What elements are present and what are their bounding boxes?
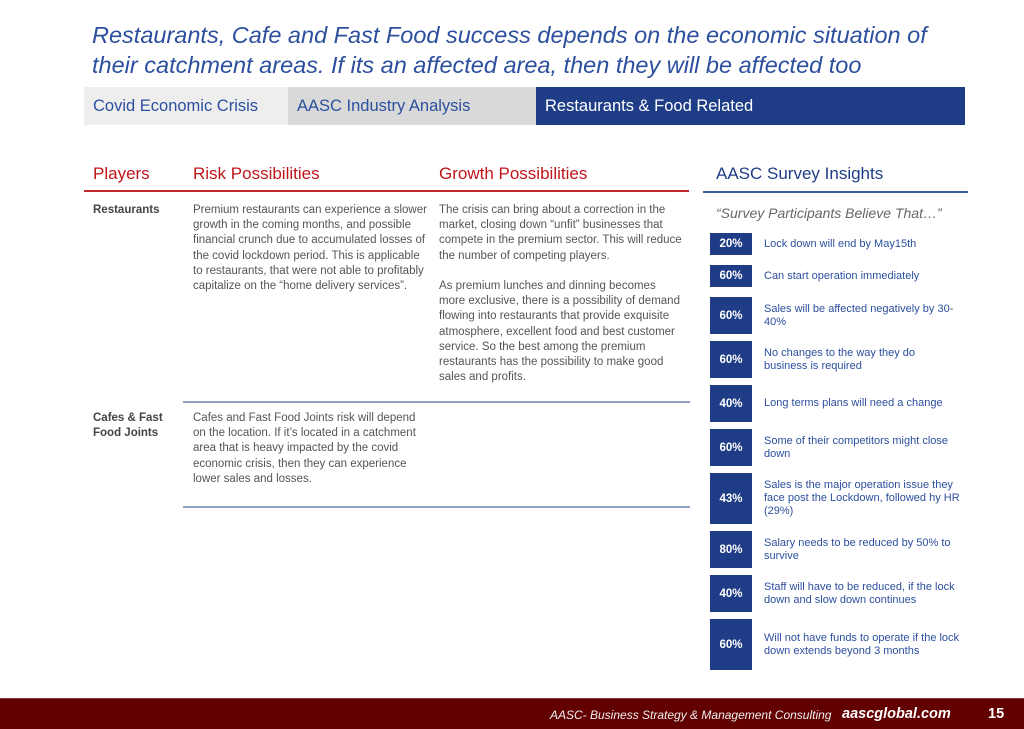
percent-badge: 60% xyxy=(710,297,752,334)
insight-item xyxy=(710,297,970,334)
percent-badge: 60% xyxy=(710,619,752,670)
insight-text: Can start operation immediately xyxy=(764,269,920,282)
header-growth: Growth Possibilities xyxy=(439,164,588,183)
footer-tagline: AASC- Business Strategy & Management Consulting xyxy=(550,708,832,722)
risk-restaurants: Premium restaurants can experience a slower growth in the coming months, and possible financial crunch due to accumulated losses of the covid lockdown period. This is applicable to restaurants, that were not able to profitably capitalize on the “home delivery services”. xyxy=(193,204,427,293)
header-divider xyxy=(84,190,689,192)
section-tabs xyxy=(84,87,965,125)
footer-bar xyxy=(0,698,1024,729)
percent-badge: 60% xyxy=(710,429,752,466)
insight-item xyxy=(710,473,970,524)
percent-badge: 80% xyxy=(710,531,752,568)
growth-restaurants-1: The crisis can bring about a correction in the market, closing down “unfit” businesses that compete in the premium sector. This will reduce the number of competing players. xyxy=(439,204,682,262)
insight-item xyxy=(710,341,970,378)
header-players: Players xyxy=(93,164,150,183)
insight-text: Long terms plans will need a change xyxy=(764,397,943,409)
insight-item xyxy=(710,385,970,422)
insight-item xyxy=(710,619,970,670)
percent-badge: 60% xyxy=(710,265,752,287)
survey-heading: AASC Survey Insights xyxy=(716,164,884,183)
insight-item xyxy=(710,233,970,255)
percent-badge: 40% xyxy=(710,575,752,612)
tab-aasc-industry-analysis[interactable]: AASC Industry Analysis xyxy=(288,87,536,125)
footer-website-link[interactable]: aascglobal.com xyxy=(842,706,951,722)
risk-cafes-fast-food: Cafes and Fast Food Joints risk will depend on the location. If it’s located in a catchment area that is heavy impacted by the covid economic crisis, then they can experience lower sales and losses. xyxy=(193,412,416,485)
insight-text: Some of their competitors might close down xyxy=(764,434,949,460)
percent-badge: 60% xyxy=(710,341,752,378)
header-risk: Risk Possibilities xyxy=(193,164,320,183)
insight-text: No changes to the way they do business is required xyxy=(764,346,916,372)
insight-item xyxy=(710,429,970,466)
player-cafes-fast-food: Cafes & Fast Food Joints xyxy=(93,412,163,439)
percent-badge: 43% xyxy=(710,473,752,524)
insight-text: Salary needs to be reduced by 50% to survive xyxy=(764,536,951,562)
page-number: 15 xyxy=(988,706,1005,722)
percent-badge: 40% xyxy=(710,385,752,422)
row-divider xyxy=(183,401,690,403)
player-restaurants: Restaurants xyxy=(93,204,160,216)
insight-text: Staff will have to be reduced, if the lock down and slow down continues xyxy=(764,580,955,606)
growth-restaurants-2: As premium lunches and dinning becomes more exclusive, there is a possibility of demand flowing into restaurants that provide exquisite atmosphere, excellent food and best customer service. So the best among the premium restaurants has the possibility to make good sales and profits. xyxy=(439,280,680,384)
tab-covid-economic-crisis[interactable]: Covid Economic Crisis xyxy=(84,87,288,125)
percent-badge: 20% xyxy=(710,233,752,255)
insight-text: Lock down will end by May15th xyxy=(764,237,917,250)
insight-text: Will not have funds to operate if the lock down extends beyond 3 months xyxy=(764,631,960,657)
survey-subheading: “Survey Participants Believe That…” xyxy=(716,205,942,221)
tab-restaurants-food-related[interactable]: Restaurants & Food Related xyxy=(536,87,965,125)
insight-item xyxy=(710,531,970,568)
insight-item xyxy=(710,265,970,287)
survey-divider xyxy=(703,191,968,193)
insight-item xyxy=(710,575,970,612)
table-bottom-divider xyxy=(183,506,690,508)
insight-text: Sales will be affected negatively by 30-40% xyxy=(764,302,954,328)
slide-title: Restaurants, Cafe and Fast Food success depends on the economic situation of their catchment areas. If its an affected area, then they will be affected too xyxy=(92,22,927,78)
insight-text: Sales is the major operation issue they face post the Lockdown, followed hy HR (29%) xyxy=(764,479,960,517)
